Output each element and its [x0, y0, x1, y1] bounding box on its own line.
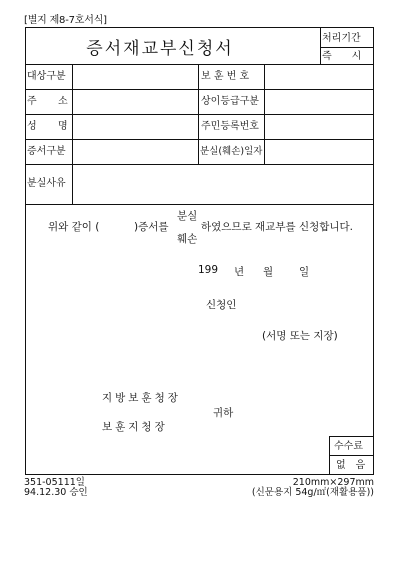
- date-year: 199: [198, 264, 219, 276]
- statement-prefix: 위와 같이 (: [48, 221, 100, 233]
- row-divider: [25, 204, 374, 205]
- processing-period-value: 즉 시: [322, 51, 362, 62]
- date-month-unit: 월: [263, 266, 274, 278]
- paper-spec: (신문용지 54g/㎡(재활용품)): [251, 487, 374, 498]
- divider: [320, 47, 374, 48]
- veteran-number-label: 보 훈 번 호: [201, 71, 250, 82]
- form-title: 증서재교부신청서: [86, 39, 234, 59]
- column-divider: [198, 64, 199, 164]
- name-label-1: 성: [27, 121, 37, 132]
- veteran-number-field[interactable]: [265, 65, 373, 88]
- certificate-name-field[interactable]: [112, 216, 132, 232]
- name-label-2: 명: [58, 121, 68, 132]
- fee-label: 수수료: [334, 441, 363, 452]
- divider: [320, 27, 321, 64]
- date-day-unit: 일: [299, 266, 310, 278]
- approval-date: 94.12.30 승인: [24, 487, 88, 498]
- address-field[interactable]: [73, 90, 197, 113]
- address-label-1: 주: [27, 96, 37, 107]
- statement-suffix: 하였으므로 재교부를 신청합니다.: [201, 221, 354, 233]
- injury-grade-field[interactable]: [265, 90, 373, 113]
- resident-number-field[interactable]: [265, 115, 373, 138]
- certificate-type-label: 증서구분: [27, 146, 66, 157]
- name-field[interactable]: [73, 115, 197, 138]
- statement-middle: )증서를: [134, 221, 169, 233]
- recipient-regional-office: 지방보훈청장: [102, 392, 181, 404]
- target-type-field[interactable]: [73, 65, 197, 88]
- address-label-2: 소: [58, 96, 68, 107]
- resident-number-label: 주민등록번호: [201, 121, 259, 132]
- signature-note: (서명 또는 지장): [262, 330, 338, 342]
- certificate-type-field[interactable]: [73, 140, 197, 163]
- fee-value: 없 음: [336, 460, 366, 471]
- fee-divider: [329, 455, 374, 456]
- processing-period-label: 처리기간: [322, 33, 361, 44]
- recipient-branch-office: 보훈지청장: [102, 421, 168, 433]
- loss-date-label: 분실(훼손)일자: [200, 146, 263, 157]
- loss-date-field[interactable]: [265, 140, 373, 163]
- form-number: [별지 제8-7호서식]: [24, 15, 107, 26]
- approval-number: 351-05111일: [24, 477, 85, 488]
- loss-reason-field[interactable]: [73, 165, 373, 203]
- applicant-label: 신청인: [206, 299, 237, 311]
- fee-divider: [329, 436, 374, 437]
- target-type-label: 대상구분: [27, 71, 66, 82]
- option-lost[interactable]: 분실: [177, 210, 198, 222]
- date-year-unit: 년: [234, 266, 245, 278]
- option-damaged[interactable]: 훼손: [177, 233, 198, 245]
- paper-size: 210mm×297mm: [292, 477, 374, 488]
- injury-grade-label: 상이등급구분: [201, 96, 259, 107]
- recipient-suffix: 귀하: [213, 407, 234, 419]
- loss-reason-label: 분실사유: [27, 178, 66, 189]
